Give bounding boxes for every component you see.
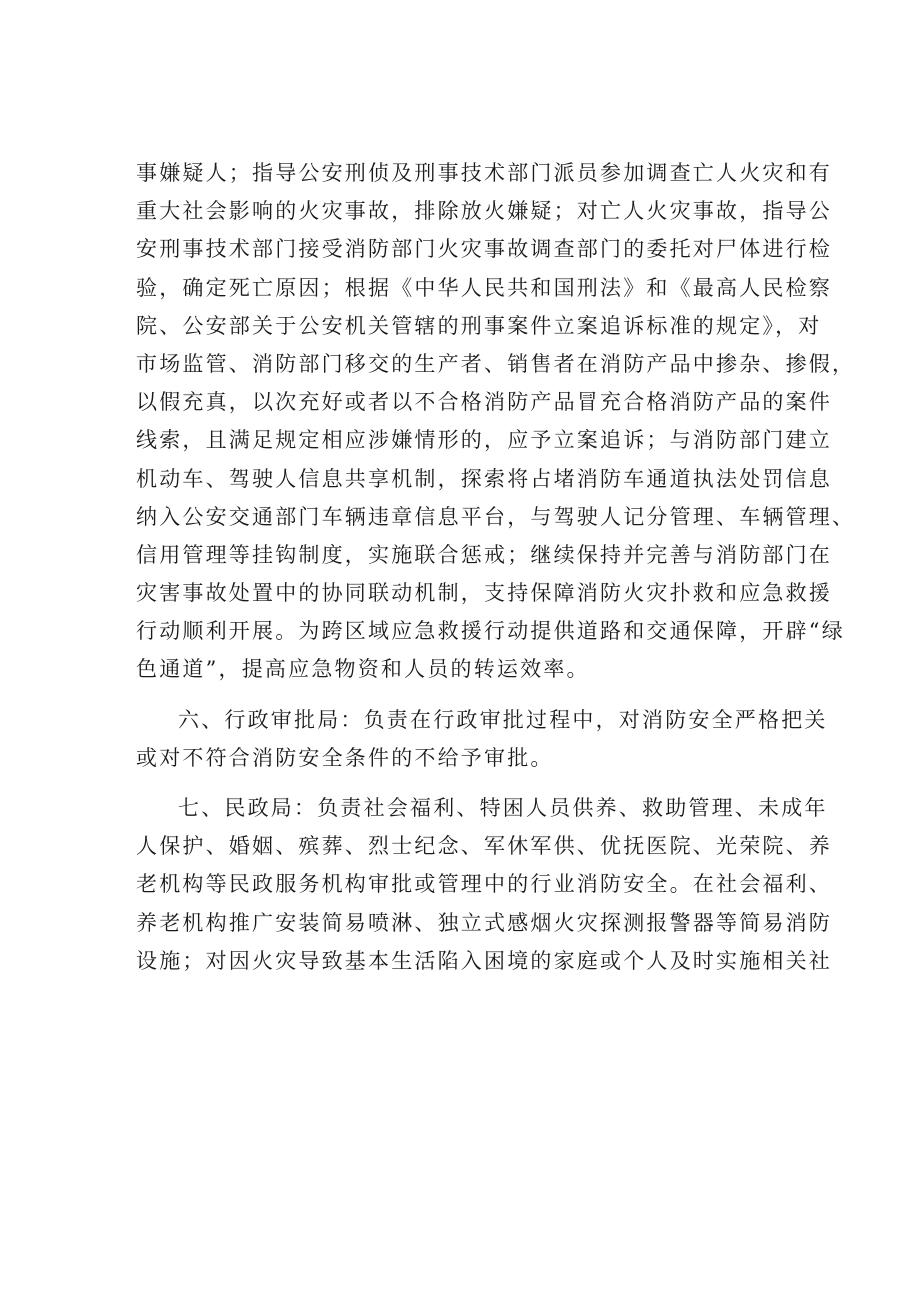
text-line: 安刑事技术部门接受消防部门火灾事故调查部门的委托对尸体进行检: [136, 237, 832, 262]
text-line: 养老机构推广安装简易喷淋、独立式感烟火灾探测报警器等简易消防: [136, 910, 832, 935]
paragraph-seven: [136, 789, 832, 980]
text-line: 机动车、驾驶人信息共享机制，探索将占堵消防车通道执法处罚信息: [136, 466, 832, 491]
document-body: [136, 154, 856, 980]
text-line: 市场监管、消防部门移交的生产者、销售者在消防产品中掺杂、掺假，: [136, 351, 856, 376]
text-line: 重大社会影响的火灾事故，排除放火嫌疑；对亡人火灾事故，指导公: [136, 199, 832, 224]
text-line: 验，确定死亡原因；根据《中华人民共和国刑法》和《最高人民检察: [136, 275, 832, 300]
text-line: 信用管理等挂钩制度，实施联合惩戒；继续保持并完善与消防部门在: [136, 542, 832, 567]
text-line: 院、公安部关于公安机关管辖的刑事案件立案追诉标准的规定》，对: [136, 313, 822, 338]
paragraph-spacer: [136, 777, 796, 789]
text-line: 行动顺利开展。为跨区域应急救援行动提供道路和交通保障，开辟“绿: [136, 619, 845, 644]
text-line: 事嫌疑人；指导公安刑侦及刑事技术部门派员参加调查亡人火灾和有: [136, 161, 832, 185]
text-line: 或对不符合消防安全条件的不给予审批。: [136, 745, 554, 770]
paragraph-spacer: [136, 689, 796, 701]
text-line: 老机构等民政服务机构审批或管理中的行业消防安全。在社会福利、: [136, 872, 832, 897]
paragraph-continued: [136, 154, 856, 689]
text-line: 灾害事故处置中的协同联动机制，支持保障消防火灾扑救和应急救援: [136, 581, 832, 606]
text-line: 色通道”，提高应急物资和人员的转运效率。: [136, 657, 590, 682]
text-line: 线索，且满足规定相应涉嫌情形的，应予立案追诉；与消防部门建立: [136, 428, 832, 453]
text-line: 纳入公安交通部门车辆违章信息平台，与驾驶人记分管理、车辆管理、: [136, 504, 856, 529]
paragraph-six: [136, 701, 828, 777]
text-line: 以假充真，以次充好或者以不合格消防产品冒充合格消防产品的案件: [136, 390, 832, 415]
text-line: 六、行政审批局：负责在行政审批过程中，对消防安全严格把关: [178, 707, 828, 732]
text-line: 设施；对因火灾导致基本生活陷入困境的家庭或个人及时实施相关社: [136, 948, 832, 973]
text-line: 七、民政局：负责社会福利、特困人员供养、救助管理、未成年: [178, 796, 828, 820]
text-line: 人保护、婚姻、殡葬、烈士纪念、军休军供、优抚医院、光荣院、养: [136, 834, 832, 859]
